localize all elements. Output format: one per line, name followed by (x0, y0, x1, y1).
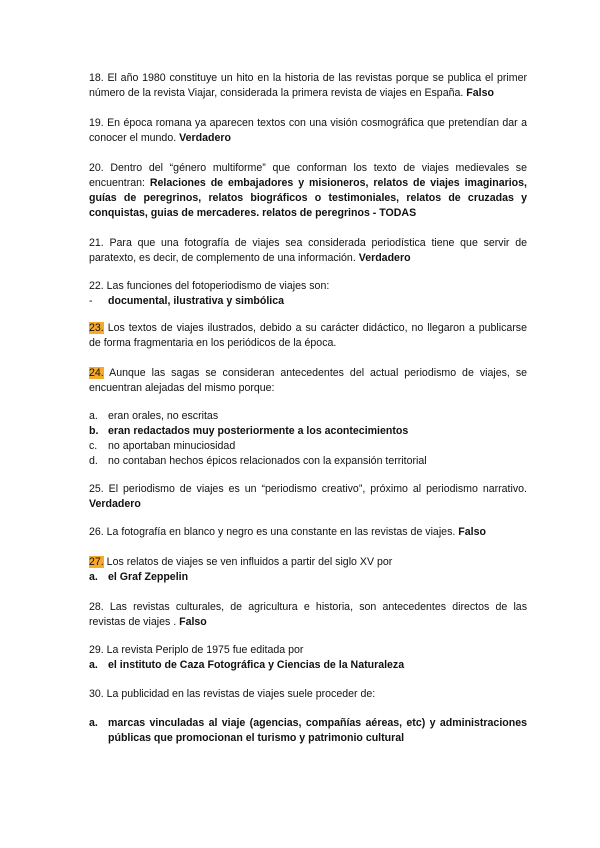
question-30 (89, 687, 527, 702)
answer: Verdadero (89, 498, 141, 510)
question-text: 18. El año 1980 constituye un hito en la historia de las revistas porque se publica el primer número de la revista Viajar, considerada la primera revista de viajes en España. (89, 72, 527, 99)
answer: Falso (466, 87, 494, 99)
question-text: Los relatos de viajes se ven influidos a partir del siglo XV por (103, 556, 393, 568)
answer: Falso (179, 616, 207, 628)
answer: documental, ilustrativa y simbólica (108, 295, 285, 307)
option-text: eran redactados muy posteriormente a los acontecimientos (108, 425, 409, 437)
answer: el Graf Zeppelin (108, 571, 189, 583)
answer: Verdadero (179, 132, 231, 144)
question-18 (89, 71, 527, 101)
question-19 (89, 116, 527, 146)
option-marker: c. (89, 440, 98, 452)
question-number-highlight: 27. (89, 556, 104, 568)
question-28 (89, 600, 527, 630)
option-b (89, 424, 527, 439)
answer-item (89, 716, 527, 746)
answer-item (89, 294, 527, 309)
option-a (89, 409, 527, 424)
option-marker: a. (89, 571, 98, 583)
answer: Verdadero (358, 252, 411, 264)
question-text: 26. La fotografía en blanco y negro es una constante en las revistas de viajes. (89, 526, 456, 538)
question-24 (89, 366, 527, 396)
question-text: Aunque las sagas se consideran antecedentes del actual periodismo de viajes, se encuentran alejadas del mismo porque: (89, 367, 528, 394)
question-text: 28. Las revistas culturales, de agricultura e historia, son antecedentes directos de las revistas de viajes . (89, 601, 527, 628)
question-text: 29. La revista Periplo de 1975 fue editada por (89, 644, 304, 656)
question-text: 20. Dentro del “género multiforme” que conforman los texto de viajes medievales se encuentran: (89, 162, 527, 189)
answer: el instituto de Caza Fotográfica y Ciencias de la Naturaleza (108, 659, 405, 671)
answer-item (89, 658, 527, 673)
question-text: 22. Las funciones del fotoperiodismo de viajes son: (89, 280, 330, 292)
option-marker: a. (89, 659, 98, 671)
option-marker: a. (89, 410, 98, 422)
question-number-highlight: 24. (89, 367, 104, 379)
option-marker: a. (89, 717, 98, 729)
option-text: no contaban hechos épicos relacionados con la expansión territorial (108, 455, 427, 467)
question-text: 30. La publicidad en las revistas de viajes suele proceder de: (89, 688, 376, 700)
option-marker: b. (89, 425, 99, 437)
option-c (89, 439, 527, 454)
answer: Falso (458, 526, 486, 538)
question-25 (89, 482, 527, 512)
question-30-answer (89, 716, 527, 746)
question-21 (89, 236, 527, 266)
question-20 (89, 161, 527, 221)
question-text: 19. En época romana ya aparecen textos con una visión cosmográfica que pretendían dar a conocer el mundo. (89, 117, 527, 144)
question-26 (89, 525, 527, 540)
answer: marcas vinculadas al viaje (agencias, compañías aéreas, etc) y administraciones públicas que promocionan el turismo y patrimonio cultural (108, 717, 527, 744)
option-text: eran orales, no escritas (108, 410, 219, 422)
question-text: 21. Para que una fotografía de viajes sea considerada periodística tiene que servir de paratexto, es decir, de complemento de una información. (89, 237, 527, 264)
list-marker: - (89, 295, 93, 307)
question-29 (89, 643, 527, 673)
question-24-options (89, 409, 527, 469)
question-23 (89, 321, 527, 351)
option-text: no aportaban minuciosidad (108, 440, 236, 452)
question-22 (89, 279, 527, 309)
answer: Relaciones de embajadores y misioneros, relatos de viajes imaginarios, guías de peregrinos, relatos biográficos o testimoniales, relatos de cruzadas y conquistas, guias de mercaderes. relatos de peregrinos - TODAS (89, 177, 527, 219)
option-marker: d. (89, 455, 98, 467)
answer-item (89, 570, 527, 585)
option-d (89, 454, 527, 469)
question-text: Los textos de viajes ilustrados, debido a su carácter didáctico, no llegaron a publicarse de forma fragmentaria en los periódicos de la época. (89, 322, 527, 349)
question-27 (89, 555, 527, 585)
question-number-highlight: 23. (89, 322, 104, 334)
question-text: 25. El periodismo de viajes es un “periodismo creativo”, próximo al periodismo narrativo. (89, 483, 527, 495)
